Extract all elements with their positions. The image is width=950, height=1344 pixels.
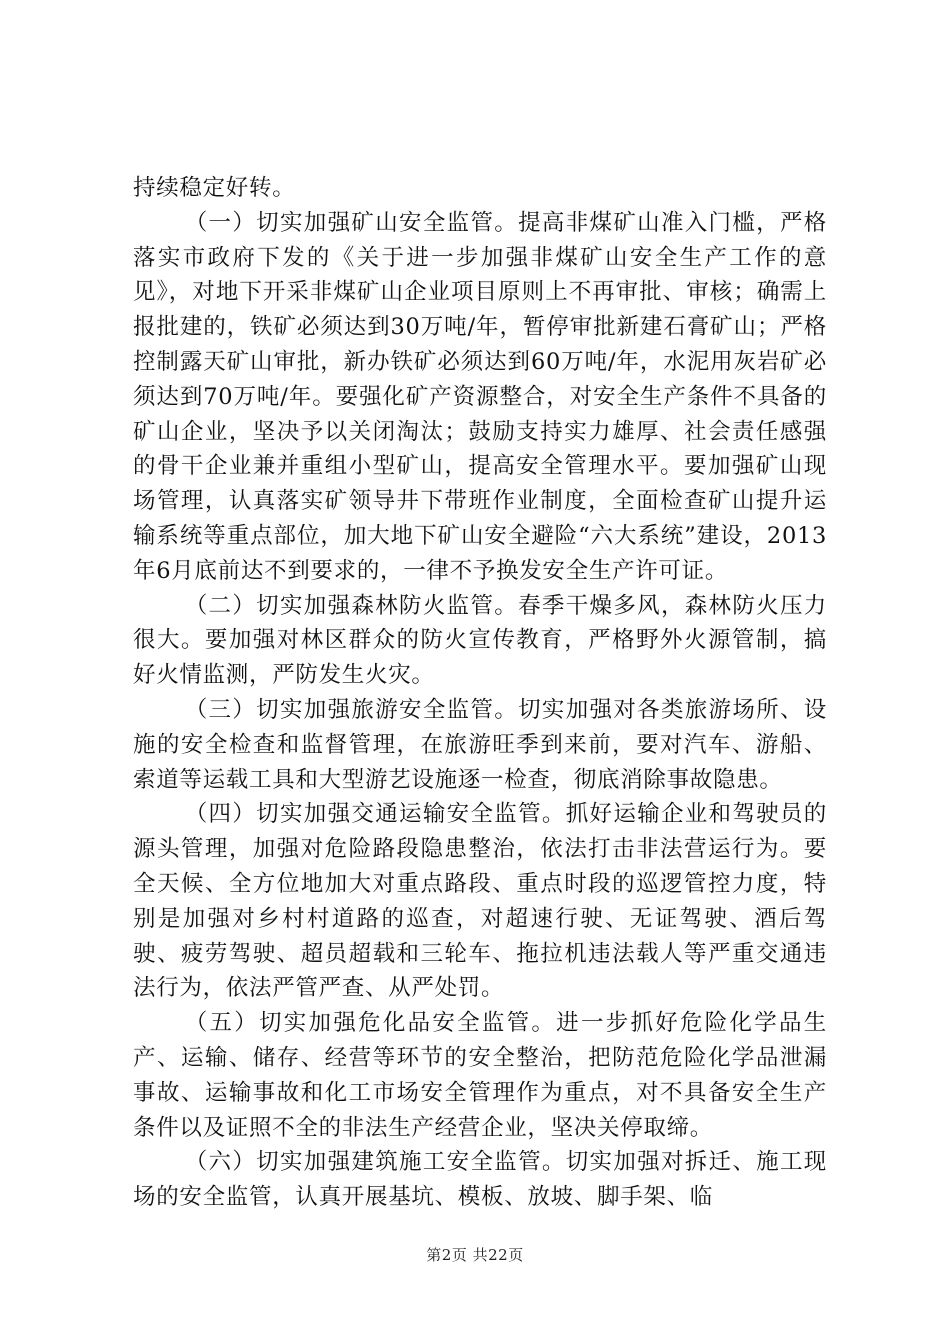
paragraph-continuation: 持续稳定好转。 (133, 175, 296, 201)
document-body (133, 171, 827, 1215)
paragraph-forest-fire: （二）切实加强森林防火监管。春季干燥多风，森林防火压力很大。要加强对林区群众的防火宣传教育，严格野外火源管制，搞好火情监测，严防发生火灾。 (133, 592, 827, 689)
paragraph-tourism-safety: （三）切实加强旅游安全监管。切实加强对各类旅游场所、设施的安全检查和监督管理，在旅游旺季到来前，要对汽车、游船、索道等运载工具和大型游艺设施逐一检查，彻底消除事故隐患。 (133, 696, 827, 793)
paragraph-traffic-safety: （四）切实加强交通运输安全监管。抓好运输企业和驾驶员的源头管理，加强对危险路段隐患整治，依法打击非法营运行为。要全天候、全方位地加大对重点路段、重点时段的巡逻管控力度，特别是加强对乡村村道路的巡查，对超速行驶、无证驾驶、酒后驾驶、疲劳驾驶、超员超载和三轮车、拖拉机违法载人等严重交通违法行为，依法严管严查、从严处罚。 (133, 801, 827, 1002)
paragraph-construction-safety: （六）切实加强建筑施工安全监管。切实加强对拆迁、施工现场的安全监管，认真开展基坑、模板、放坡、脚手架、临 (133, 1149, 827, 1211)
paragraph-hazardous-chemicals: （五）切实加强危化品安全监管。进一步抓好危险化学品生产、运输、储存、经营等环节的安全整治，把防范危险化学品泄漏事故、运输事故和化工市场安全管理作为重点，对不具备安全生产条件以及证照不全的非法生产经营企业，坚决关停取缔。 (133, 1010, 827, 1141)
paragraph-mine-safety: （一）切实加强矿山安全监管。提高非煤矿山准入门槛，严格落实市政府下发的《关于进一步加强非煤矿山安全生产工作的意见》，对地下开采非煤矿山企业项目原则上不再审批、审核；确需上报批建的，铁矿必须达到30万吨/年，暂停审批新建石膏矿山；严格控制露天矿山审批，新办铁矿必须达到60万吨/年，水泥用灰岩矿必须达到70万吨/年。要强化矿产资源整合，对安全生产条件不具备的矿山企业，坚决予以关闭淘汰；鼓励支持实力雄厚、社会责任感强的骨干企业兼并重组小型矿山，提高安全管理水平。要加强矿山现场管理，认真落实矿领导井下带班作业制度，全面检查矿山提升运输系统等重点部位，加大地下矿山安全避险“六大系统”建设，2013年6月底前达不到要求的，一律不予换发安全生产许可证。 (133, 209, 827, 584)
page-number-footer: 第2页 共22页 (426, 1246, 524, 1264)
